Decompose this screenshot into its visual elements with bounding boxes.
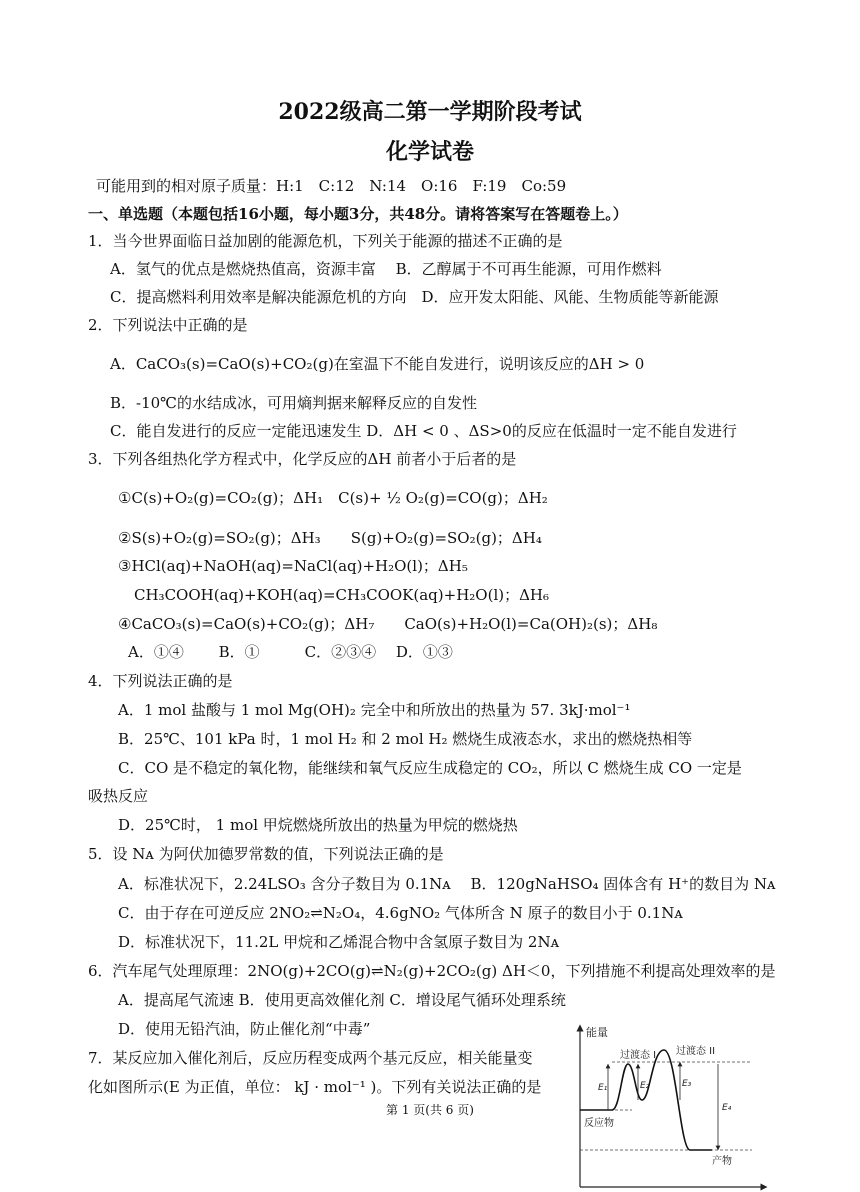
q7-line1: 7．某反应加入催化剂后，反应历程变成两个基元反应，相关能量变 bbox=[88, 1049, 533, 1067]
product-label: 产物 bbox=[712, 1156, 732, 1167]
e4-label: E₄ bbox=[722, 1103, 732, 1113]
section-heading: 一、单选题（本题包括16小题，每小题3分，共48分。请将答案写在答题卷上。） bbox=[88, 205, 628, 223]
q4-option-c-cont: 吸热反应 bbox=[88, 787, 149, 805]
q4-option-b: B．25℃、101 kPa 时，1 mol H₂ 和 2 mol H₂ 燃烧生成液态水，求出的燃烧热相等 bbox=[118, 730, 693, 748]
q6-option-d: D．使用无铅汽油，防止催化剂“中毒” bbox=[118, 1020, 371, 1038]
q3-reaction-2: ②S(s)+O₂(g)=SO₂(g)；ΔH₃ S(g)+O₂(g)=SO₂(g)；ΔH₄ bbox=[118, 529, 542, 547]
q1-stem: 1．当今世界面临日益加剧的能源危机，下列关于能源的描述不正确的是 bbox=[88, 232, 563, 250]
q6-options-abc: A．提高尾气流速 B．使用更高效催化剂 C．增设尾气循环处理系统 bbox=[118, 991, 566, 1009]
e1-label: E₁ bbox=[598, 1083, 608, 1093]
atomic-masses: 可能用到的相对原子质量：H:1 C:12 N:14 O:16 F:19 Co:59 bbox=[96, 177, 567, 195]
e2-label: E₂ bbox=[640, 1081, 650, 1091]
q7-line2: 化如图所示(E 为正值，单位： kJ · mol⁻¹ )。下列有关说法正确的是 bbox=[88, 1078, 542, 1096]
q5-option-c: C．由于存在可逆反应 2NO₂⇌N₂O₄，4.6gNO₂ 气体所含 N 原子的数目小于 0.1Nᴀ bbox=[118, 904, 683, 922]
q2-option-b: B．-10℃的水结成冰，可用熵判据来解释反应的自发性 bbox=[110, 394, 477, 412]
q3-stem: 3．下列各组热化学方程式中，化学反应的ΔH 前者小于后者的是 bbox=[88, 450, 517, 468]
energy-curve bbox=[580, 1050, 712, 1150]
q3-reaction-3a: ③HCl(aq)+NaOH(aq)=NaCl(aq)+H₂O(l)；ΔH₅ bbox=[118, 557, 468, 575]
q2-options-cd: C．能自发进行的反应一定能迅速发生 D．ΔH < 0 、ΔS>0的反应在低温时一定不能自发进行 bbox=[110, 422, 737, 440]
q3-reaction-4: ④CaCO₃(s)=CaO(s)+CO₂(g)；ΔH₇ CaO(s)+H₂O(l)=Ca(OH)₂(s)；ΔH₈ bbox=[118, 615, 658, 633]
page-footer: 第 1 页(共 6 页) bbox=[386, 1103, 474, 1117]
exam-subtitle: 化学试卷 bbox=[385, 139, 474, 165]
y-axis-label: 能量 bbox=[586, 1026, 608, 1039]
q3-options: A．①④ B．① C．②③④ D．①③ bbox=[128, 643, 453, 661]
q1-options-ab: A．氢气的优点是燃烧热值高，资源丰富 B．乙醇属于不可再生能源，可用作燃料 bbox=[110, 260, 662, 278]
q6-stem: 6．汽车尾气处理原理：2NO(g)+2CO(g)⇌N₂(g)+2CO₂(g) ΔH＜0，下列措施不利提高处理效率的是 bbox=[88, 962, 776, 980]
q4-option-a: A．1 mol 盐酸与 1 mol Mg(OH)₂ 完全中和所放出的热量为 57. 3kJ·mol⁻¹ bbox=[118, 701, 631, 719]
q1-options-cd: C．提高燃料利用效率是解决能源危机的方向 D．应开发太阳能、风能、生物质能等新能源 bbox=[110, 288, 719, 306]
q5-options-ab: A．标准状况下，2.24LSO₃ 含分子数目为 0.1Nᴀ B．120gNaHSO₄ 固体含有 H⁺的数目为 Nᴀ bbox=[118, 875, 776, 893]
e3-label: E₃ bbox=[682, 1079, 692, 1089]
q4-option-d: D．25℃时， 1 mol 甲烷燃烧所放出的热量为甲烷的燃烧热 bbox=[118, 816, 518, 834]
q3-reaction-1: ①C(s)+O₂(g)=CO₂(g)；ΔH₁ C(s)+ ½ O₂(g)=CO(g)；ΔH₂ bbox=[118, 489, 548, 507]
q4-stem: 4．下列说法正确的是 bbox=[88, 672, 233, 690]
q3-reaction-3b: CH₃COOH(aq)+KOH(aq)=CH₃COOK(aq)+H₂O(l)；ΔH₆ bbox=[134, 586, 550, 604]
q5-stem: 5．设 Nᴀ 为阿伏加德罗常数的值，下列说法正确的是 bbox=[88, 845, 444, 863]
exam-title: 2022级高二第一学期阶段考试 bbox=[278, 99, 582, 125]
ts1-label: 过渡态 I bbox=[620, 1050, 657, 1061]
q2-option-a: A．CaCO₃(s)=CaO(s)+CO₂(g)在室温下不能自发进行，说明该反应的ΔH > 0 bbox=[110, 355, 645, 373]
ts2-label: 过渡态 II bbox=[676, 1046, 716, 1057]
q4-option-c: C．CO 是不稳定的氧化物，能继续和氧气反应生成稳定的 CO₂，所以 C 燃烧生成 CO 一定是 bbox=[118, 759, 742, 777]
reactant-label: 反应物 bbox=[584, 1118, 614, 1129]
q2-stem: 2．下列说法中正确的是 bbox=[88, 316, 248, 334]
q5-option-d: D．标准状况下，11.2L 甲烷和乙烯混合物中含氢原子数目为 2Nᴀ bbox=[118, 933, 560, 951]
